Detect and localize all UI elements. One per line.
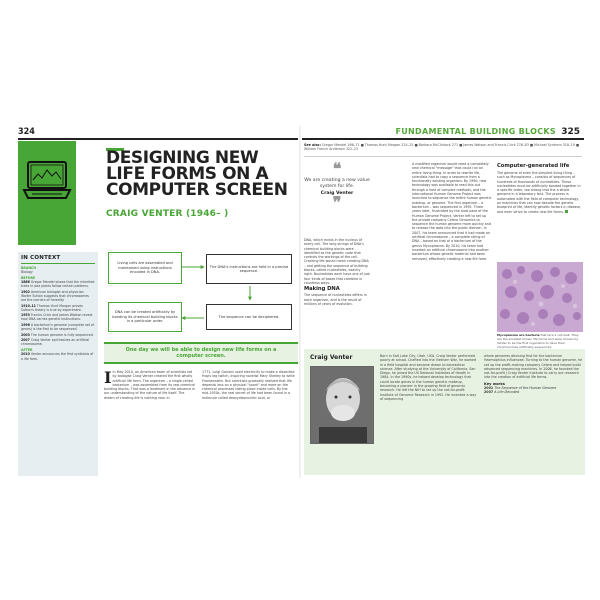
- body-column-4: A modified organism would need a completely new chemical "message" that could run an entire living thing. In order to rewrite life, scientists had to copy a sequence from a functionally existing organism. By 1990, new technology was available to read this out through a host of complex methods, and the international Human Genome Project was launched to sequence the entire human genetic makeup, or genome. The first organism – a bacterium – was sequenced in 1995. Three years later, frustrated by the slow pace of the Human Genome Project, Venter left to set up the private company Celera Genomics to sequence the human genome more quickly and to release the data into the public domain. In 2007, his team announced that it had made an artificial chromosome – a complete string of DNA – based on that of a bacterium of the genus Mycoplasma. By 2010, his team had inserted an artificial chromosome into another bacterium whose genetic material had been removed, effectively creating a new life form.: [412, 162, 492, 261]
- timeline-entry: 1902 American biologist and physician Walter Sutton suggests that chromosomes are the carriers of heredity.: [21, 289, 89, 302]
- pull-quote-author: Craig Venter: [320, 191, 354, 197]
- flow-step-3: DNA can be created artificially by bonding its chemical building blocks in a particular order.: [108, 302, 182, 332]
- drop-cap: I: [104, 370, 112, 387]
- portrait-illustration: [311, 367, 374, 444]
- laptop-icon: [22, 160, 72, 204]
- top-rule-left: [18, 138, 298, 140]
- before-label: BEFORE: [21, 276, 36, 281]
- page-title: DESIGNING NEW LIFE FORMS ON A COMPUTER SCREEN: [106, 148, 288, 200]
- branch-value: Biology: [21, 270, 33, 274]
- body-column-5: The genome of even the simplest living thing – such as Mycoplasma – consists of sequences of hundreds of thousands of nucleotides. These nucleotides must be artificially bonded together in a specific order, too strong that the a whole genome in a laboratory test. The process is automated with the field of computer technology, on machines that can now decode the genetic blueprint of life, identify genetic factors in disease, and even strive to create new life forms.: [497, 171, 582, 214]
- end-mark-icon: [565, 210, 568, 213]
- section-heading-making-dna: Making DNA: [304, 286, 340, 293]
- see-also: See also: Gregor Mendel 166–71 ■ Thomas Hunt Morgan 224–25 ■ Barbara McClintock 271 ■ James Watson and Francis Crick 276–83 ■ Michael Syntrom 318–19 ■ William French Anderson 322–23: [304, 143, 580, 152]
- biography-column-1: Born in Salt Lake City, Utah, USA, Craig Venter performed poorly at school. Drafted into the Vietnam War, he worked in a field hospital and became drawn to biomedical science. After studying at the University of California, San Diego, he joined the US National Institutes of Health in 1984. In the 1990s, he helped develop technology that could locate genes in the human genetic makeup, becoming a pioneer in the growing field of genomic research. He left the NIH to set up the not-for-profit Institute of Genomic Research in 1992. He invented a way of sequencing: [380, 354, 477, 401]
- micrograph-image: [497, 262, 583, 332]
- body-column-3: DNA, which exists in the nucleus of every cell. The long strings of DNA's chemical building blocks were identified as the genetic code that controls the workings of the cell. Cracking life would mean creating DNA – and getting the sequence of building blocks, called nucleotides, exactly right. Nucleotides each have one of just four kinds of bases that combine in countless ways. Making DNA The sequence of nucleotides differs in each organism, and is the result of millions of years of evolution.: [304, 238, 370, 306]
- in-context-panel: [18, 252, 98, 476]
- timeline-entry: 2007 Craig Venter synthesizes an artificial chromosome.: [21, 338, 90, 347]
- close-quote-icon: ❞: [332, 193, 342, 213]
- quote-banner: One day we will be able to design new life forms on a computer screen.: [104, 342, 298, 364]
- page-number-right: 325: [561, 127, 580, 137]
- timeline-entry: 2010 Venter announces the first synthesis of a life form.: [21, 352, 94, 361]
- after-label: AFTER: [21, 348, 33, 353]
- running-head: FUNDAMENTAL BUILDING BLOCKS: [395, 127, 556, 136]
- biography-column-2: whole genomes devising first for the bacterium Haemophilus influenzae. Turning to the human genome, he set up the profit-making company Celera and helped build advanced sequencing machines. In 2006, he founded the not-for-profit J Craig Venter Institute to carry out research into the creation of artificial life forms. Key works 2001 The Sequence of the Human Genome 2007 A Life Decoded: [484, 354, 582, 394]
- pull-quote: [304, 159, 370, 236]
- timeline-entry: 1953 Francis Crick and James Watson reveal how DNA carries genetic instructions.: [21, 313, 93, 322]
- biography-name: Craig Venter: [310, 354, 353, 361]
- page-number-left: 324: [18, 127, 35, 137]
- section-heading-computer-life: Computer-generated life: [497, 163, 570, 169]
- flowchart: [104, 250, 298, 334]
- see-also-rule: [304, 156, 582, 157]
- flow-step-1: Living cells are assembled and maintained using instructions encoded in DNA.: [108, 252, 182, 284]
- mycoplasma-illustration: [497, 262, 583, 332]
- timeline-entry: 1910–11 Thomas Hunt Morgan proves Sutton's theory is true by experiment.: [21, 303, 83, 312]
- branch-label: BRANCH: [21, 266, 37, 270]
- timeline-entry: 1996 A bacterium's genome (complete set of genes) is the first to be sequenced.: [21, 322, 95, 332]
- body-column-2: 1771, Luigi Galvani used electricity to make a dissected frog's leg twitch, inspiring novelist Mary Shelley to write Frankenstein. But scientists gradually realized that life depends less on a physical "spark" and more on the chemical processes taking place inside cells. By the mid-1950s, the real secret of life had been found in a molecule called deoxyribonucleic acid, or: [202, 370, 295, 400]
- key-work: 2007 A Life Decoded: [484, 389, 520, 394]
- open-quote-icon: ❝: [332, 159, 342, 178]
- portrait-photo: [310, 366, 374, 444]
- key-works-heading: Key works: [484, 381, 505, 386]
- timeline-entry: 2003 The human genome is fully sequenced.: [21, 332, 94, 337]
- gutter: [299, 126, 301, 478]
- timeline-entry: 1866 Gregor Mendel shows that the inherited traits in pea plants follow certain patterns.: [21, 280, 95, 289]
- body-column-1: I In May 2010, an American team of scientists led by biologist Craig Venter created the first wholly artificial life form. The organism – a single-celled bacterium – was assembled from its raw chemical building blocks. That was a landmark in the advance in our understanding of the nature of life itself. The dream of creating life is nothing new. In: [104, 370, 196, 400]
- key-work: 2001 The Sequence of the Human Genome: [484, 385, 557, 390]
- top-rule-right: [302, 138, 584, 140]
- flow-step-4: The sequence can be deciphered.: [206, 304, 292, 330]
- pull-quote-text: We are creating a new value system for life.: [304, 178, 370, 189]
- flow-step-2: The DNA's instructions are held in a precise sequence.: [206, 254, 292, 284]
- page-subtitle: CRAIG VENTER (1946– ): [106, 209, 229, 219]
- micrograph-caption: Mycoplasma are bacteria that lack a cell wall. They are the smallest known life forms and were chosen by Venter to be the first organisms to have their chromosomes artificially sequenced.: [497, 333, 579, 349]
- in-context-heading: IN CONTEXT: [21, 255, 95, 264]
